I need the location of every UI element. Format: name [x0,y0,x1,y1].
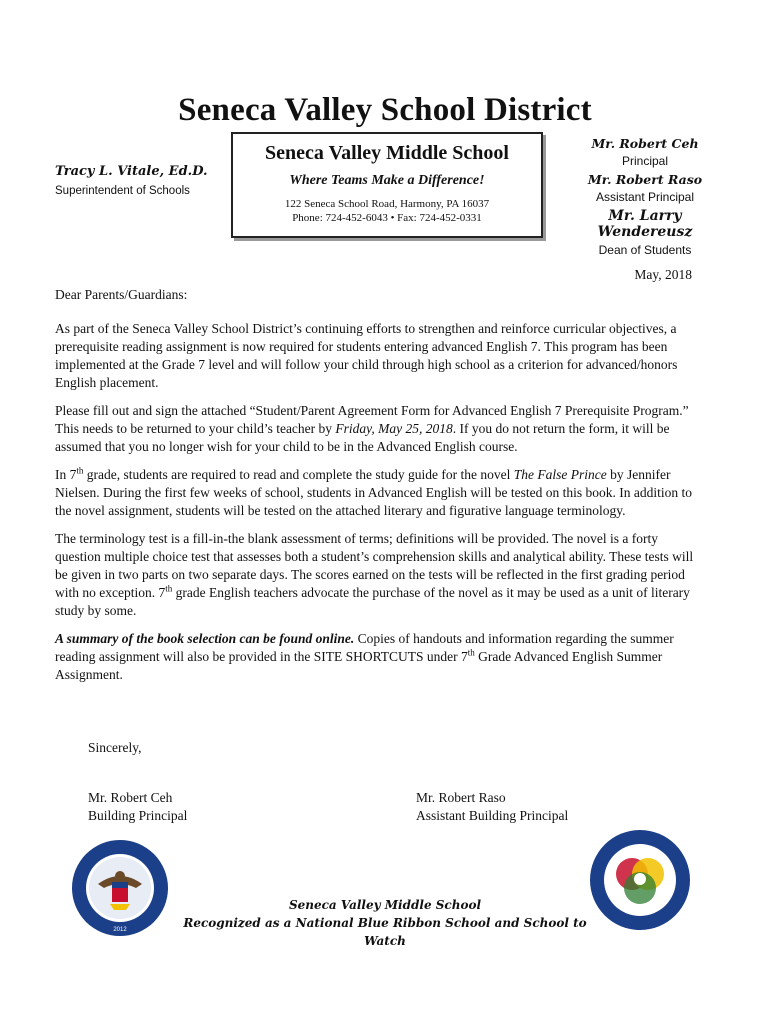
paragraph-5: A summary of the book selection can be found online. Copies of handouts and information regarding the summer reading assignment will also be provided in the SITE SHORTCUTS under 7th Grade Advanced English Summer Assignment. [55,631,674,682]
paragraph-4: The terminology test is a fill-in-the blank assessment of terms; definitions will be provided. The novel is a forty question multiple choice test that assesses both a student’s comprehension skills and analytical ability. These tests will be given in two parts on two separate days. The scores earned on the tests will be reflected in the first grading period with no exception. 7th grade English teachers advocate the purchase of the novel as it may be used as a unit of literary study by some. [55,531,694,618]
schools-to-watch-seal-icon [588,828,692,937]
paragraph-1: As part of the Seneca Valley School District’s continuing efforts to strengthen and reinforce curricular objectives, a prerequisite reading assignment is now required for students entering advanced English 7. This program has been implemented at the Grade 7 level and will follow your child through high school as a criterion for advanced/honors English placement. [55,321,678,390]
staff-name-assistant: Mr. Robert Raso [587,172,703,187]
school-motto: Where Teams Make a Difference! [289,173,485,188]
staff-name-principal: Mr. Robert Ceh [591,136,699,151]
due-date: Friday, May 25, 2018 [335,421,453,436]
blue-ribbon-seal-icon [70,838,170,943]
paragraph-3: In 7th grade, students are required to read and complete the study guide for the novel The False Prince by Jennifer Nielsen. During the first few weeks of school, students in Advanced English will be tested on this book. In addition to the novel assignment, students will be tested on the attached literary and figurative language terminology. [55,465,693,518]
staff-name-dean: Mr. Larry Wendereusz [597,208,693,240]
letter-date: May, 2018 [634,267,692,282]
superintendent-block [55,164,208,197]
footer-recognition [180,896,590,950]
district-title: Seneca Valley School District [178,92,592,128]
footer-recognition-text: Recognized as a National Blue Ribbon School and School to Watch [183,916,587,948]
svg-text:2012: 2012 [113,927,127,933]
footer-school-name: Seneca Valley Middle School [288,898,482,912]
book-title: The False Prince [513,467,607,482]
paragraph-2: Please fill out and sign the attached “Student/Parent Agreement Form for Advanced English 7 Prerequisite Program.” This needs to be returned to your child’s teacher by Friday, May 25, 2018. If you do not return the form, it will be assumed that you no longer wish for your child to be in the Advanced English course. [55,403,689,454]
superintendent-name: Tracy L. Vitale, Ed.D. [55,164,208,179]
staff-title-assistant: Assistant Principal [595,190,695,204]
school-phone-fax: Phone: 724-452-6043 • Fax: 724-452-0331 [292,212,482,224]
staff-title-principal: Principal [621,154,669,168]
letter-body [55,320,700,694]
closing: Sincerely, [88,740,142,755]
school-address: 122 Seneca School Road, Harmony, PA 16037 [284,198,490,210]
summary-emphasis: A summary of the book selection can be found online. [55,631,355,646]
staff-block [570,136,720,261]
staff-title-dean: Dean of Students [598,243,692,257]
school-header-box [231,132,543,238]
signature-assistant-title: Assistant Building Principal [416,808,569,823]
signature-assistant [416,789,568,825]
signature-assistant-name: Mr. Robert Raso [416,790,506,805]
letter-greeting: Dear Parents/Guardians: [55,287,188,302]
superintendent-title: Superintendent of Schools [55,185,190,197]
signature-principal [88,789,187,825]
school-name: Seneca Valley Middle School [265,142,509,164]
signature-principal-title: Building Principal [88,808,188,823]
signature-principal-name: Mr. Robert Ceh [88,790,173,805]
